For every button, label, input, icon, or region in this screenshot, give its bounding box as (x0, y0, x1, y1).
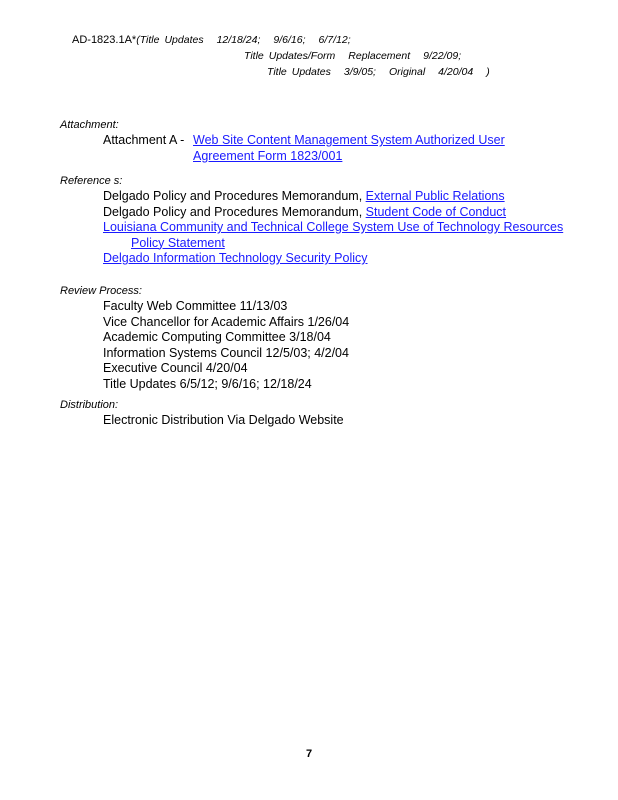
header-line-2-part-1: Updates/Form (268, 50, 336, 62)
header-line-3-part-5: ) (486, 66, 490, 78)
header-line-3-part-1: Updates (291, 66, 331, 78)
reference-item (103, 205, 588, 221)
attachment-item-label: Attachment A - (103, 133, 185, 147)
reference-item-text: Delgado Policy and Procedures Memorandum, (103, 189, 366, 203)
distribution-body (60, 413, 588, 429)
review-item: Faculty Web Committee 11/13/03 (103, 299, 288, 313)
review-process-label: Review Process: (60, 285, 142, 297)
header-line-2-part-3: 9/22/09; (423, 50, 462, 62)
attachment-link-line-1[interactable]: Web Site Content Management System Authorized User (193, 133, 505, 147)
reference-item (103, 189, 588, 205)
header-line-1 (72, 32, 578, 48)
distribution-label: Distribution: (60, 399, 119, 411)
header-line-1-part-0: (Title (136, 34, 160, 46)
attachment-item (103, 133, 588, 149)
reference-item-link[interactable]: Louisiana Community and Technical College System Use of Technology Resources (103, 220, 564, 234)
header-line-1-part-4: 6/7/12; (318, 34, 351, 46)
reference-item-link[interactable]: External Public Relations (365, 189, 505, 203)
reference-item-text: Delgado Policy and Procedures Memorandum, (103, 204, 366, 219)
header-line-2-part-2: Replacement (348, 50, 411, 62)
attachment-body (60, 133, 588, 164)
document-number: AD-1823.1A* (72, 34, 137, 46)
distribution-section (60, 398, 588, 429)
references-section (60, 174, 588, 267)
review-process-section (60, 284, 588, 392)
reference-item-link-line-2[interactable]: Policy Statement (131, 235, 225, 250)
header-line-2-part-0: Title (244, 50, 264, 62)
attachment-link-line-2-row (103, 149, 588, 165)
page-number: 7 (305, 748, 313, 760)
review-item: Executive Council 4/20/04 (103, 361, 248, 375)
attachment-section (60, 118, 588, 164)
header-line-3-part-0: Title (267, 66, 287, 78)
reference-item (103, 220, 588, 236)
header-line-3-part-3: Original (388, 66, 426, 78)
reference-item-continuation (103, 236, 588, 252)
header-line-3-part-4: 4/20/04 (438, 66, 474, 78)
reference-item-link[interactable]: Student Code of Conduct (365, 204, 507, 219)
header-line-3 (72, 64, 578, 80)
document-header (72, 32, 578, 80)
attachment-label: Attachment: (60, 119, 119, 131)
review-item: Academic Computing Committee 3/18/04 (103, 330, 331, 344)
review-item: Vice Chancellor for Academic Affairs 1/26/04 (103, 314, 350, 329)
header-line-3-part-2: 3/9/05; (343, 66, 376, 78)
review-item: Title Updates 6/5/12; 9/6/16; 12/18/24 (103, 376, 312, 391)
header-line-1-part-1: Updates (164, 34, 204, 46)
header-line-2 (72, 48, 578, 64)
distribution-text: Electronic Distribution Via Delgado Website (103, 413, 344, 427)
reference-item-link[interactable]: Delgado Information Technology Security Policy (103, 251, 368, 265)
references-label: Reference s: (60, 175, 123, 187)
review-item: Information Systems Council 12/5/03; 4/2/04 (103, 345, 349, 360)
references-body (60, 189, 588, 267)
review-process-body (60, 299, 588, 392)
header-line-1-part-2: 12/18/24; (216, 34, 261, 46)
header-line-1-part-3: 9/6/16; (273, 34, 306, 46)
reference-item (103, 251, 588, 267)
attachment-link-line-2[interactable]: Agreement Form 1823/001 (193, 148, 343, 163)
